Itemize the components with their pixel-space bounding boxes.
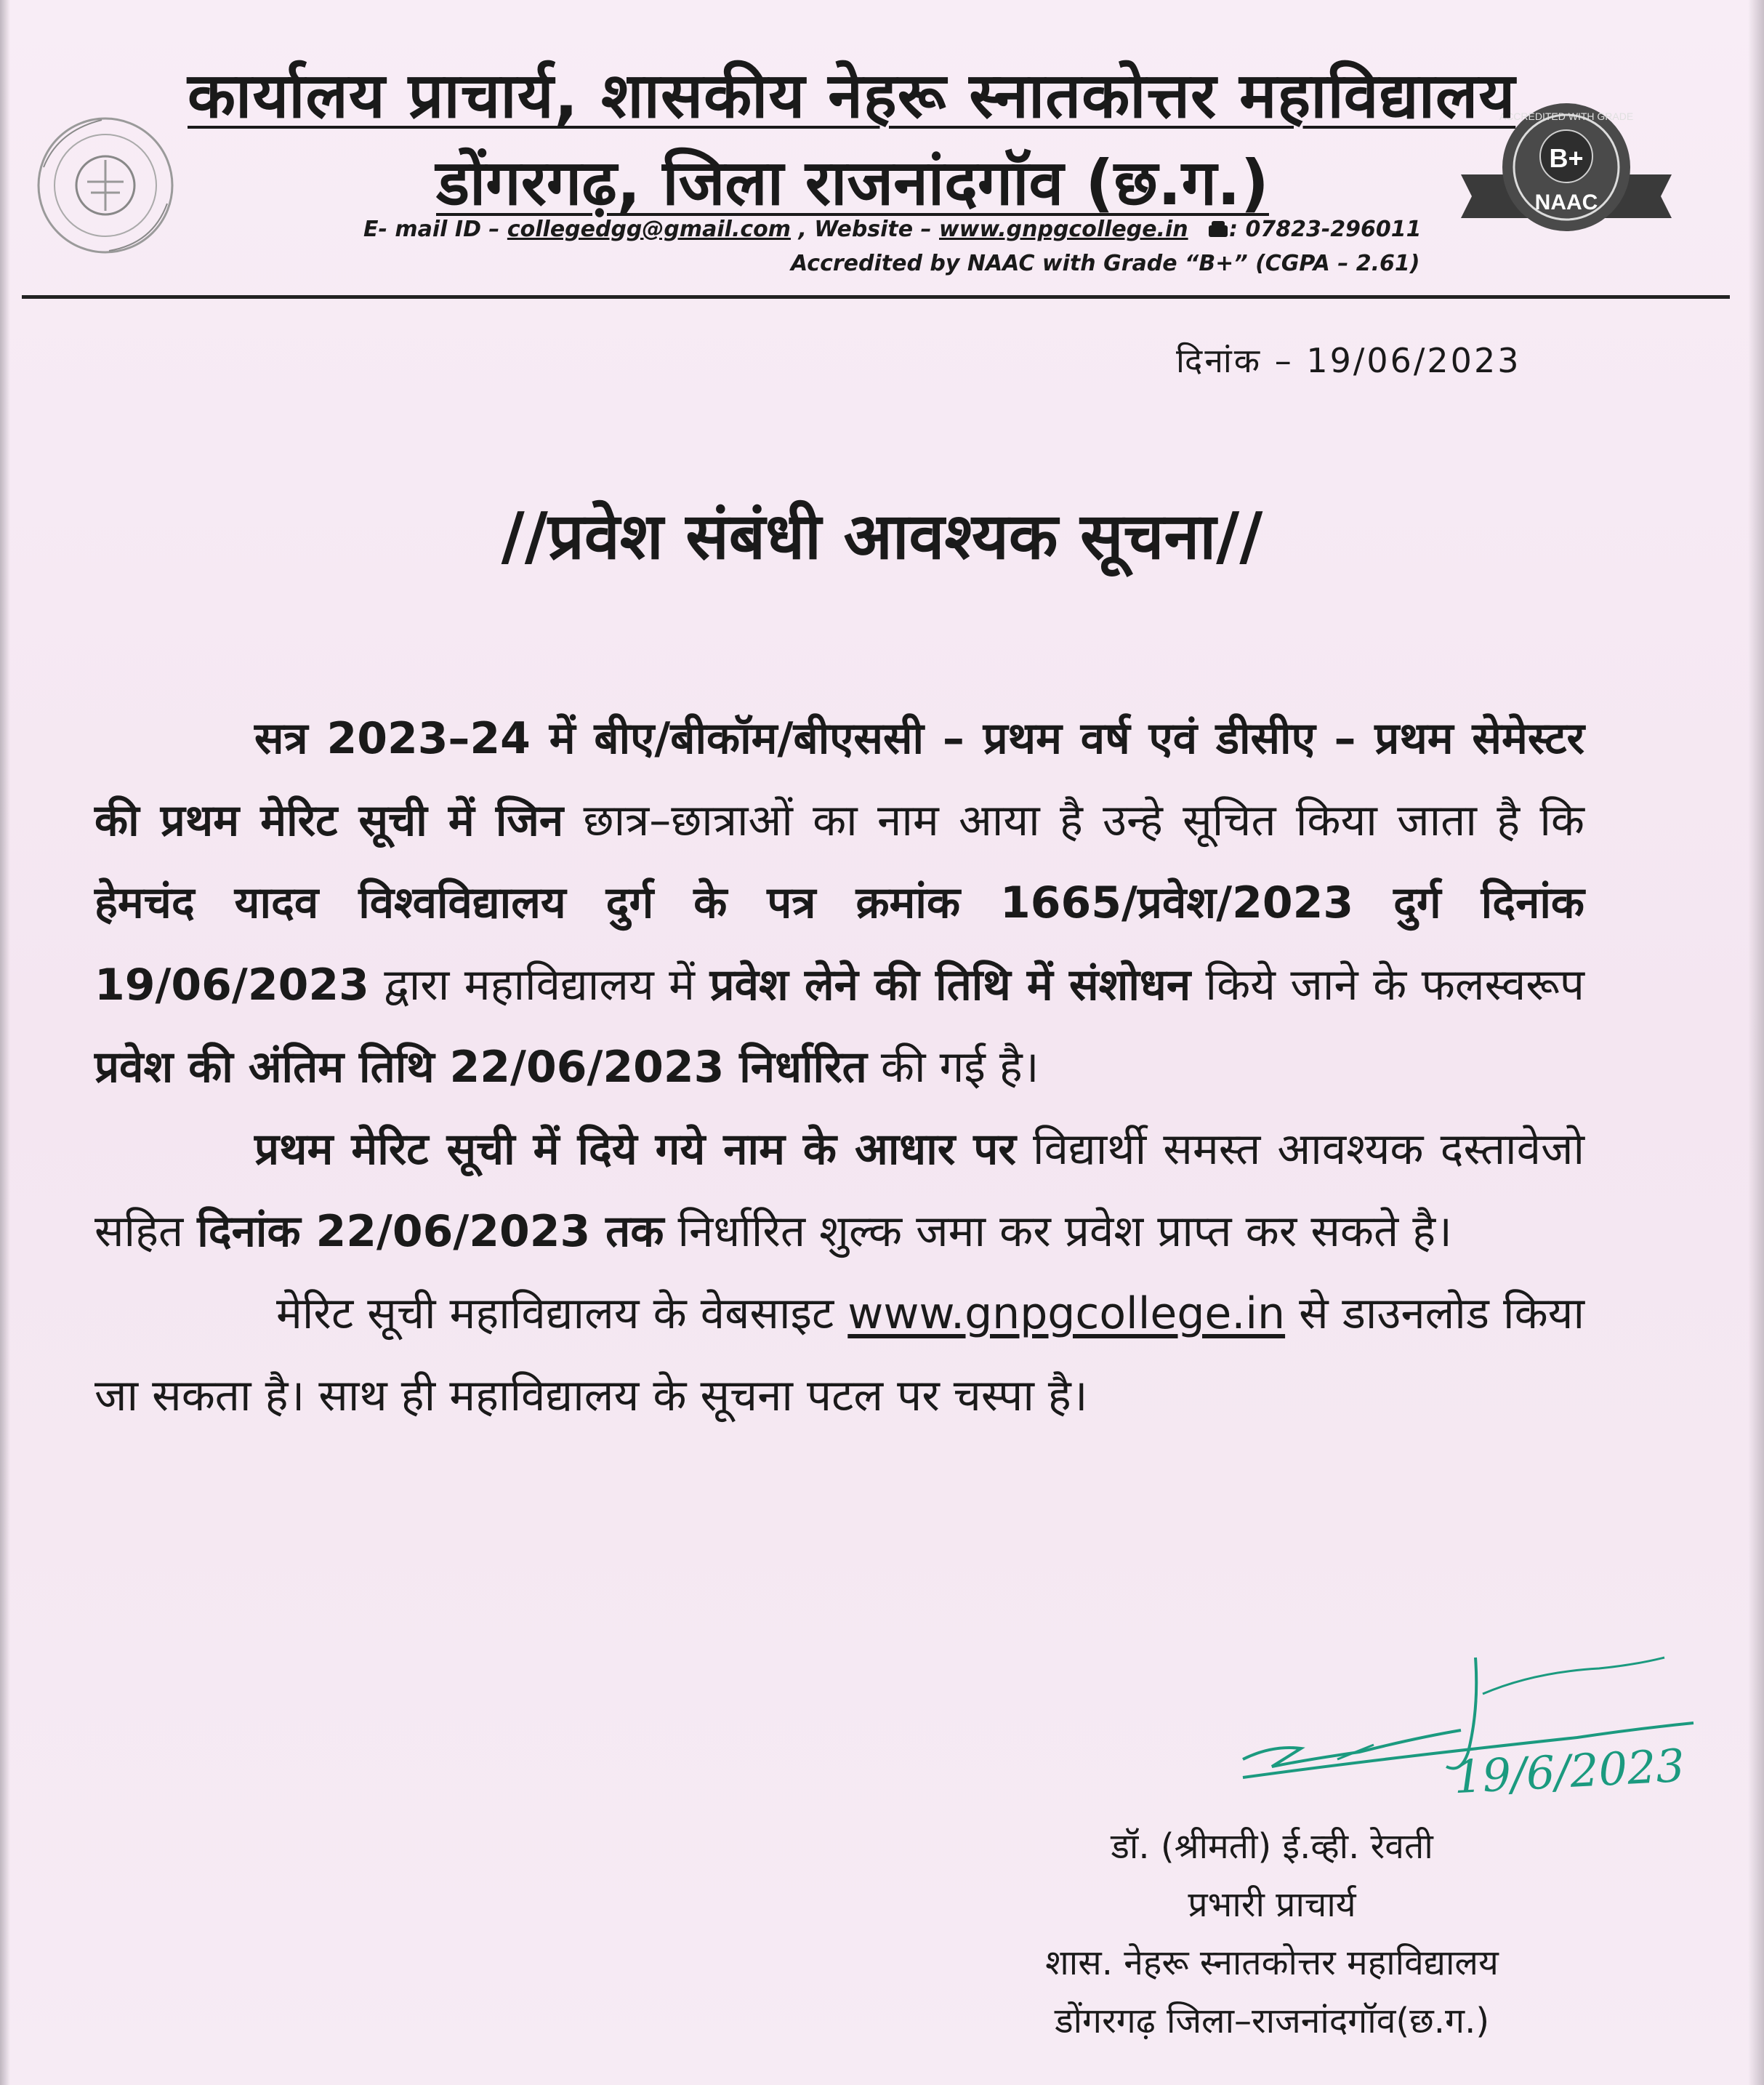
phone-icon bbox=[1207, 220, 1229, 238]
paragraph-1 bbox=[94, 698, 1584, 1109]
paragraph-2 bbox=[94, 1109, 1584, 1273]
fee-text: निर्धारित शुल्क जमा कर प्रवेश प्राप्त कर सकते है। bbox=[664, 1206, 1452, 1257]
download-text: से डाउनलोड किया जा सकता है। साथ ही महाविद्यालय के सूचना पटल पर चस्पा है। bbox=[94, 1288, 1584, 1421]
office-address: डोंगरगढ़, जिला राजनांदगॉव (छ.ग.) bbox=[436, 147, 1269, 220]
office-title: कार्यालय प्राचार्य, शासकीय नेहरू स्नातकोत्तर महाविद्यालय bbox=[188, 60, 1516, 132]
session-merit-text: सत्र 2023–24 में बीए/बीकॉम/बीएससी – प्रथम वर्ष एवं डीसीए – प्रथम सेमेस्टर की प्रथम मेरिट सूची में जिन bbox=[94, 713, 1584, 846]
header-divider bbox=[22, 295, 1730, 299]
website-label: , Website – bbox=[791, 217, 940, 242]
badge-name: NAAC bbox=[1534, 190, 1598, 214]
email-link[interactable]: collegedgg@gmail.com bbox=[507, 217, 792, 242]
signatory-designation: प्रभारी प्राचार्य bbox=[1188, 1884, 1356, 1925]
merit-basis-text: प्रथम मेरिट सूची में दिये गये नाम के आधार पर bbox=[254, 1124, 1016, 1175]
signature-date: 19/6/2023 bbox=[1452, 1738, 1686, 1804]
page-edge-shadow bbox=[0, 0, 10, 2085]
email-label: E- mail ID – bbox=[363, 217, 507, 242]
naac-accreditation: Accredited by NAAC with Grade “B+” (CGPA – 2.61) bbox=[791, 251, 1420, 276]
website-link[interactable]: www.gnpgcollege.in bbox=[939, 217, 1188, 242]
badge-ring-text: ACCREDITED WITH GRADE bbox=[1499, 111, 1634, 122]
university-letter-ref: हेमचंद यादव विश्वविद्यालय दुर्ग के पत्र क्रमांक 1665/प्रवेश/2023 दुर्ग दिनांक 19/06/2023 bbox=[94, 877, 1584, 1011]
signatory-name: डॉ. (श्रीमती) ई.व्ही. रेवती bbox=[1111, 1826, 1433, 1867]
college-seal-icon bbox=[29, 109, 182, 262]
paragraph-3 bbox=[94, 1273, 1584, 1437]
consequence-text: किये जाने के फलस्वरूप bbox=[1191, 960, 1584, 1011]
last-date-text: प्रवेश की अंतिम तिथि 22/06/2023 निर्धारित bbox=[94, 1042, 867, 1093]
phone-number: : 07823-296011 bbox=[1229, 217, 1422, 242]
inform-text: छात्र–छात्राओं का नाम आया है उन्हे सूचित किया जाता है कि bbox=[563, 795, 1584, 846]
fixed-text: की गई है। bbox=[866, 1042, 1039, 1093]
notice-body bbox=[94, 698, 1584, 1437]
signatory-address: डोंगरगढ़ जिला–राजनांदगॉव(छ.ग.) bbox=[1054, 2001, 1490, 2041]
deadline-text: दिनांक 22/06/2023 तक bbox=[197, 1206, 664, 1257]
college-text: द्वारा महाविद्यालय में bbox=[368, 960, 710, 1011]
admission-revision: प्रवेश लेने की तिथि में संशोधन bbox=[709, 960, 1191, 1011]
contact-row bbox=[363, 217, 1422, 242]
college-website-link[interactable]: www.gnpgcollege.in bbox=[847, 1288, 1286, 1339]
website-intro-text: मेरिट सूची महाविद्यालय के वेबसाइट bbox=[276, 1288, 848, 1339]
notice-title: //प्रवेश संबंधी आवश्यक सूचना// bbox=[501, 499, 1263, 574]
notice-date: दिनांक – 19/06/2023 bbox=[1176, 341, 1521, 380]
badge-grade: B+ bbox=[1549, 143, 1584, 173]
signatory-institution: शास. नेहरू स्नातकोत्तर महाविद्यालय bbox=[1045, 1943, 1499, 1983]
documents-text: विद्यार्थी समस्त आवश्यक दस्तावेजो सहित bbox=[94, 1124, 1585, 1257]
signatory-block bbox=[945, 1817, 1599, 2050]
page-edge-shadow-right bbox=[1748, 0, 1764, 2085]
